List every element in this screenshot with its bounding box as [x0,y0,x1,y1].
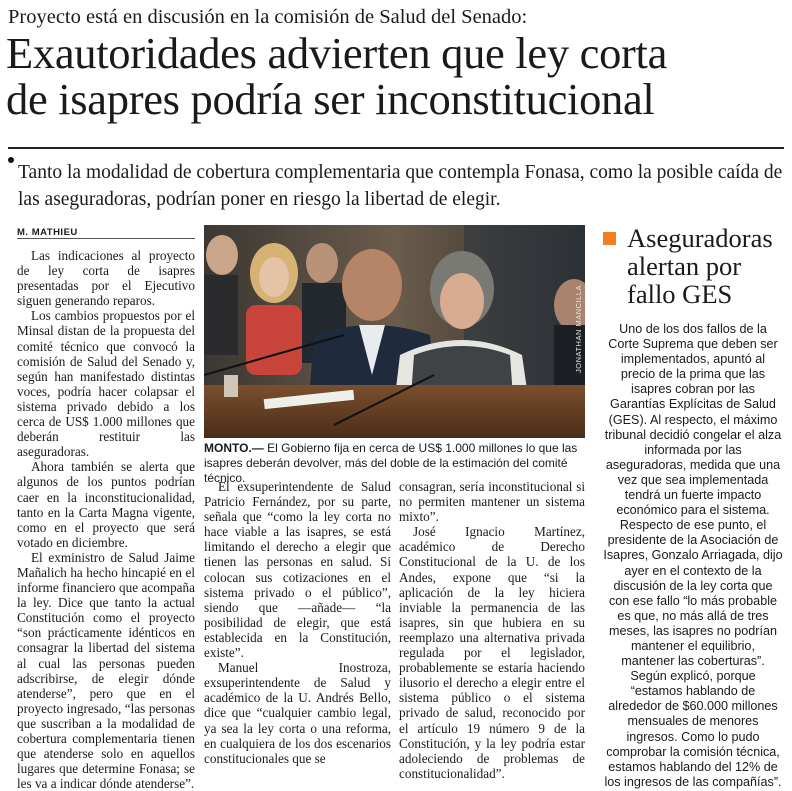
photo-illustration [204,225,585,438]
headline-rule [8,147,784,149]
paragraph: El exministro de Salud Jaime Mañalich ha hecho hincapié en el informe financiero que acompaña la ley. Dice que tanto la actual Constitución como el proyecto “son prácticamente idénticos en consagrar la libertad del sistema al cual las personas pueden adscribirse, de elegir dónde atenderse”, pero que en el proyecto ingresado, “las personas que suscriban a la modalidad de cobertura complementaria tienen que atenderse solo en aquellos lugares que determine Fonasa; se les va a indicar dónde atenderse”. [17,549,195,791]
headline-line-2: de isapres podría ser inconstitucional [6,74,655,124]
body-column-2 [204,479,391,766]
byline: M. MATHIEU [17,227,78,238]
paragraph: Manuel Inostroza, exsuperintendente de Salud y académico de la U. Andrés Bello, dice que “cualquier cambio legal, ya sea la ley corta o una reforma, en cualquiera de los dos escenarios constitucionales que se [204,660,391,766]
paragraph: El exsuperintendente de Salud Patricio Fernández, por su parte, señala que “como la ley corta no hace viable a las isapres, se está limitando el derecho a elegir que tienen las personas en salud. Si colocan sus cotizaciones en el sistema privado o el público”, siendo que —añade— “la posibilidad de elegir, que está establecida en la Constitución, existe”. [204,479,391,661]
deck-bullet [8,157,14,163]
paragraph: Los cambios propuestos por el Minsal distan de la propuesta del comité técnico que convocó la comisión de Salud del Senado y, según han manifestado distintas voces, podría hacer colapsar el sistema privado debido a los cerca de US$ 1.000 millones que deberán restituir las aseguradoras. [17,308,195,460]
caption-text: El Gobierno fija en cerca de US$ 1.000 millones lo que las isapres deberán devolver, más del doble de la estimación del comité técnico. [204,441,578,485]
article-photo [204,225,585,438]
body-column-3 [399,479,585,781]
deck: Tanto la modalidad de cobertura complementaria que contempla Fonasa, como la posible caída de las aseguradoras, podrían poner en riesgo la libertad de elegir. [18,162,783,210]
sidebar-accent-square [603,232,616,245]
sidebar-paragraph: Según explicó, porque “estamos hablando de alrededor de $60.000 millones mensuales de menores ingresos. Como lo pudo comprobar la comisión técnica, estamos hablando del 12% de los ingresos de las compañías”. [604,669,782,789]
sidebar-paragraph: Respecto de ese punto, el presidente de la Asociación de Isapres, Gonzalo Arriagada, dijo ayer en el contexto de la discusión de la ley corta que con ese fallo “lo más probable es que, no más allá de tres meses, las isapres no podrían mantener el equilibrio, mantener las coberturas”. [603,518,783,669]
paragraph: Ahora también se alerta que algunos de los puntos podrían caer en la inconstitucionalidad, tanto en la Carta Magna vigente, como en el proyecto que será votado en diciembre. [17,459,195,550]
body-column-1 [17,248,195,791]
sidebar-title: Aseguradoras alertan por fallo GES [627,223,773,309]
kicker: Proyecto está en discusión en la comisión de Salud del Senado: [8,6,528,28]
caption-label: MONTO.— [204,441,264,455]
headline-line-1: Exautoridades advierten que ley corta [6,28,668,78]
paragraph: José Ignacio Martínez, académico de Derecho Constitucional de la U. de los Andes, expone que “si la aplicación de la ley hiciera inviable la permanencia de las isapres, sin que hubiera en su reemplazo una alternativa privada regulada por el legislador, probablemente se estaría haciendo ilusorio el derecho a elegir entre el sistema público o el sistema privado de salud, reconocido por el artículo 19 número 9 de la Constitución, y la ley podría estar adoleciendo de problemas de constitucionalidad”. [399,524,585,781]
photo-credit: JONATHAN MANCILLA [574,285,583,373]
paragraph: consagran, sería inconstitucional si no permiten mantener un sistema mixto”. [399,479,585,525]
paragraph: Las indicaciones al proyecto de ley corta de isapres presentadas por el Ejecutivo siguen generando reparos. [17,248,195,309]
sidebar-paragraph: Uno de los dos fallos de la Corte Suprema que deben ser implementados, apuntó al precio de la prima que las isapres cobran por las Garantías Explícitas de Salud (GES). Al respecto, el máximo tribunal decidió congelar el alza informada por las aseguradoras, medida que una vez que sea implementada tendrá un fuerte impacto económico para el sistema. [604,322,782,518]
sidebar-body [603,322,783,790]
byline-rule [17,238,195,239]
headline [6,30,786,122]
